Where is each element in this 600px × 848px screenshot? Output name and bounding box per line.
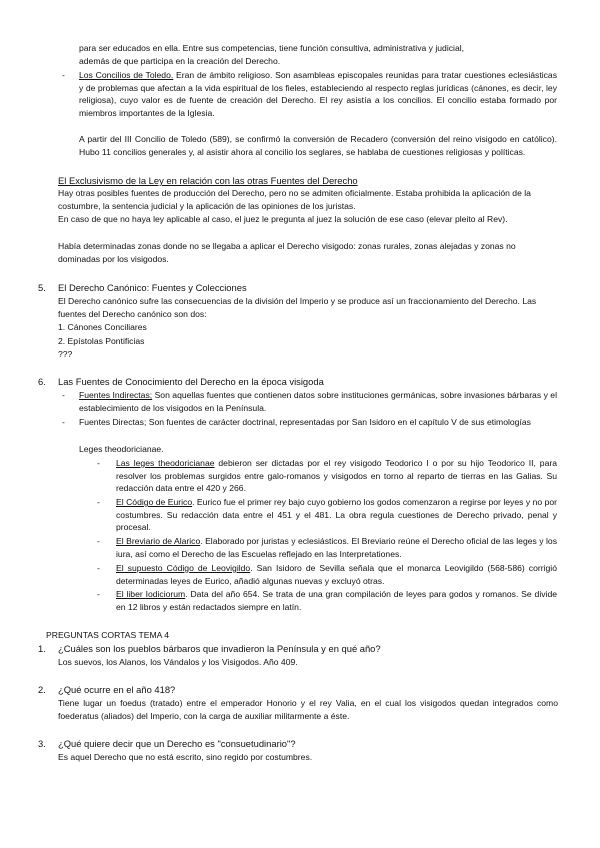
bullet-dash: - <box>62 417 65 427</box>
section5-item3: ??? <box>58 349 73 359</box>
section5-item2: 2. Epístolas Pontificias <box>58 336 145 346</box>
section5-title: El Derecho Canónico: Fuentes y Colecciones <box>58 282 247 293</box>
sub-item-title: Las leges theodoricianae <box>116 458 215 468</box>
exclusivismo-p3: Había determinadas zonas donde no se llegaba a aplicar el Derecho visigodo: zonas rurales, zonas alejadas y zonas no dominadas por los visigodos. <box>58 241 516 264</box>
fuentes-indirectas-text: Son aquellas fuentes que contienen datos sobre instituciones germánicas, sobre invasiones bárbaras y el establecimiento de los visigodos en la Península. <box>79 390 557 413</box>
sub-item-text: debieron ser dictadas por el rey visigodo Teodorico I o por su hijo Teodorico II, para resolver los problemas surgidos entre galo-romanos y visigodos en torno al reparto de tierras en las Galias. Su redacción data entre el 420 y 266. <box>116 458 557 494</box>
fuentes-directas: Fuentes Directas; Son fuentes de carácter doctrinal, representadas por San Isidoro en el capítulo V de sus etimologías <box>79 417 531 427</box>
question-text: ¿Qué ocurre en el año 418? <box>58 684 176 695</box>
concilios-text: Eran de ámbito religioso. Son asambleas episcopales reunidas para tratar cuestiones eclesiásticas y de problemas que afectan a la vida espiritual de los fieles, estableciendo al respecto reglas jurídicas (cánones, es decir, ley religiosa), cuyo valor es de fuente de creación del Derecho. El rey asistía a los concilios. El concilio estaba formado por miembros importantes de la Iglesia. <box>79 70 558 118</box>
section6-title: Las Fuentes de Conocimiento del Derecho en la época visigoda <box>58 376 324 387</box>
question-text: ¿Cuáles son los pueblos bárbaros que invadieron la Península y en qué año? <box>58 643 381 654</box>
fuentes-indirectas <box>79 389 557 414</box>
question-number: 1. <box>38 643 46 654</box>
sub-item-text: . Data del año 654. Se trata de una gran compilación de leyes para godos y romanos. Se divide en 12 libros y están redactados siempre en latín. <box>116 589 557 612</box>
sub-item-title: El Breviario de Alarico <box>116 536 201 546</box>
answer-text: Tiene lugar un foedus (tratado) entre el emperador Honorio y el rey Valia, en el cual los visigodos quedan integrados como foederatus (aliados) del Imperio, con la carga de auxiliar militarmente a éste. <box>58 698 558 721</box>
concilios-title: Los Concilios de Toledo. <box>79 70 174 80</box>
section5-p1: El Derecho canónico sufre las consecuencias de la división del Imperio y se produce así un fraccionamiento del Derecho. Las fuentes del Derecho canónico son dos: <box>58 296 537 319</box>
sub-bullet-dash: - <box>97 589 100 599</box>
sub-bullet-dash: - <box>97 563 100 573</box>
sub-item-liber <box>116 588 557 613</box>
answer-text: Es aquel Derecho que no está escrito, sino regido por costumbres. <box>58 752 313 762</box>
sub-item-title: El Código de Eurico <box>116 497 193 507</box>
bullet-dash: - <box>62 390 65 400</box>
sub-item-title: El liber Iodiciorum <box>116 589 186 599</box>
exclusivismo-title: El Exclusivismo de la Ley en relación con las otras Fuentes del Derecho <box>58 175 358 186</box>
question-text: ¿Qué quiere decir que un Derecho es "consuetudinario"? <box>58 738 296 749</box>
sub-item-leovigildo <box>116 562 557 587</box>
fuentes-indirectas-title: Fuentes Indirectas; <box>79 390 153 400</box>
sub-item-eurico <box>116 496 557 534</box>
exclusivismo-p1: Hay otras posibles fuentes de producción del Derecho, pero no se admiten oficialmente. Estaba prohibida la aplicación de la costumbre, la sentencia judicial y la aplicación de las opiniones de los juristas. <box>58 188 531 211</box>
intro-continuation-line1: para ser educados en ella. Entre sus competencias, tiene función consultiva, administrativa y judicial, <box>79 43 465 53</box>
section6-number: 6. <box>38 376 46 387</box>
bullet-dash: - <box>62 70 65 80</box>
answer-text: Los suevos, los Alanos, los Vándalos y los Visigodos. Año 409. <box>58 657 298 667</box>
section5-number: 5. <box>38 282 46 293</box>
question-number: 2. <box>38 684 46 695</box>
intro-continuation-line2: además de que participa en la creación del Derecho. <box>79 56 281 66</box>
sub-item-text: . Elaborado por juristas y eclesiásticos. El Breviario reúne el Derecho oficial de las leges y los iura, así como el Derecho de las Escuelas reflejado en las Interpretationes. <box>116 536 557 559</box>
sub-item-text: . Eurico fue el primer rey bajo cuyo gobierno los godos comenzaron a regirse por leyes y no por costumbres. Su redacción data entre el 451 y el 481. La obra regula cuestiones de Derecho privado, penal y procesal. <box>116 497 557 533</box>
sub-item-text: . San Isidoro de Sevilla señala que el monarca Leovigildo (568-586) corrigió determinadas leyes de Eurico, añadió algunas nuevas y excluyó otras. <box>116 563 557 586</box>
exclusivismo-p2: En caso de que no haya ley aplicable al caso, el juez le pregunta al juez la solución de ese caso (elevar pleito al Rev). <box>58 214 508 224</box>
sub-item-breviario <box>116 535 557 560</box>
sub-bullet-dash: - <box>97 536 100 546</box>
sub-item-leges <box>116 457 557 495</box>
sub-bullet-dash: - <box>97 458 100 468</box>
question-number: 3. <box>38 738 46 749</box>
sub-bullet-dash: - <box>97 497 100 507</box>
concilios-paragraph-2: A partir del III Concilio de Toledo (589), se confirmó la conversión de Recadero (conversión del reino visigodo en católico). Hubo 11 concilios generales y, al asistir ahora al concilio los seglares, se hablaba de cuestiones religiosas y políticas. <box>79 134 557 157</box>
concilios-paragraph <box>79 69 557 119</box>
sub-item-title: El supuesto Código de Leovigildo <box>116 563 251 573</box>
leges-heading: Leges theodoricianae. <box>79 444 164 454</box>
section5-item1: 1. Cánones Conciliares <box>58 322 147 332</box>
preguntas-title: PREGUNTAS CORTAS TEMA 4 <box>46 630 170 640</box>
